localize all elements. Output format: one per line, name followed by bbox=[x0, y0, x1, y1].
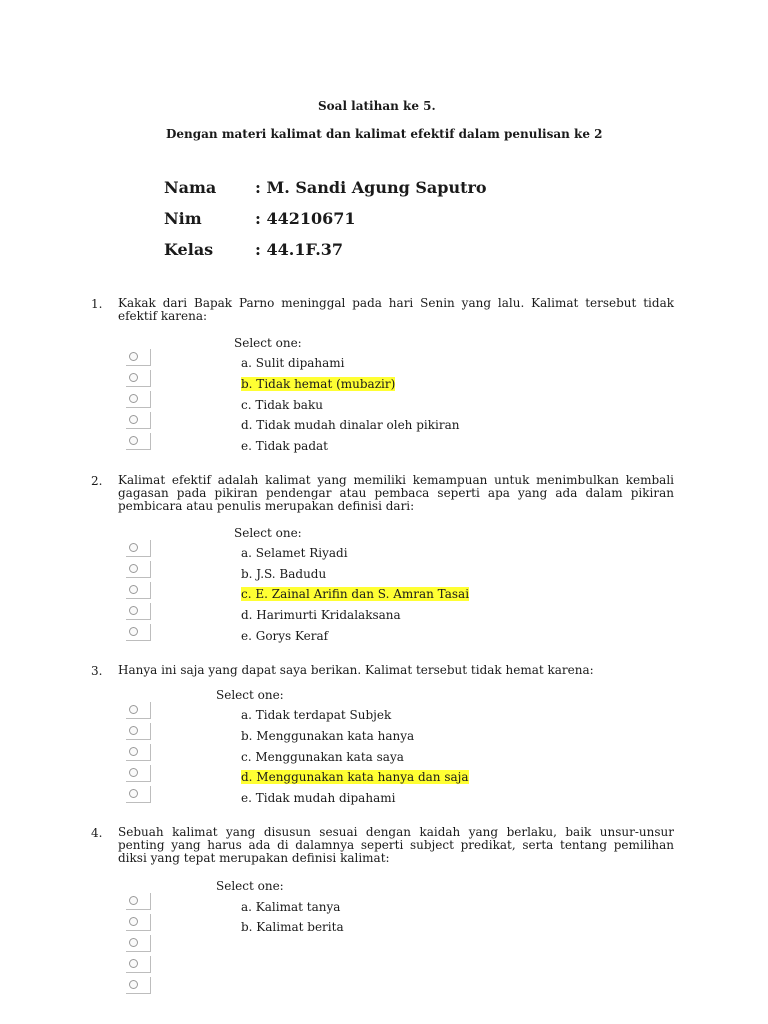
question-text: Hanya ini saja yang dapat saya berikan. Kalimat tersebut tidak hemat karena: bbox=[118, 663, 594, 677]
option-radio[interactable] bbox=[126, 391, 151, 408]
option-radio[interactable] bbox=[126, 603, 151, 620]
name-label: Nama bbox=[164, 178, 217, 197]
option-label: d. Tidak mudah dinalar oleh pikiran bbox=[241, 418, 460, 432]
select-one-label: Select one: bbox=[234, 336, 302, 350]
option-radio[interactable] bbox=[126, 702, 151, 719]
radio-circle-icon bbox=[129, 896, 138, 905]
option-label: a. Kalimat tanya bbox=[241, 900, 341, 914]
option-radio[interactable] bbox=[126, 540, 151, 557]
radio-circle-icon bbox=[129, 789, 138, 798]
select-one-label: Select one: bbox=[234, 526, 302, 540]
question-number: 4. bbox=[91, 826, 103, 840]
question-text: Sebuah kalimat yang disusun sesuai dengan kaidah yang berlaku, baik unsur-unsur penting yang harus ada di dalamnya seperti subject predikat, serta tentang pemilihan diksi yang tepat merupakan definisi kalimat: bbox=[118, 825, 674, 865]
question-text: Kakak dari Bapak Parno meninggal pada hari Senin yang lalu. Kalimat tersebut tidak efektif karena: bbox=[118, 296, 674, 323]
radio-circle-icon bbox=[129, 705, 138, 714]
option-radio[interactable] bbox=[126, 786, 151, 803]
option-label: e. Tidak mudah dipahami bbox=[241, 791, 396, 805]
option-label: e. Gorys Keraf bbox=[241, 629, 329, 643]
radio-circle-icon bbox=[129, 938, 138, 947]
radio-circle-icon bbox=[129, 747, 138, 756]
option-label: b. Menggunakan kata hanya bbox=[241, 729, 415, 743]
radio-circle-icon bbox=[129, 394, 138, 403]
option-radio[interactable] bbox=[126, 349, 151, 366]
option-radio[interactable] bbox=[126, 412, 151, 429]
option-label: b. Kalimat berita bbox=[241, 920, 344, 934]
select-one-label: Select one: bbox=[216, 879, 284, 893]
option-radio[interactable] bbox=[126, 561, 151, 578]
page-subtitle: Dengan materi kalimat dan kalimat efektif dalam penulisan ke 2 bbox=[166, 127, 603, 141]
question-number: 2. bbox=[91, 474, 103, 488]
option-radio[interactable] bbox=[126, 433, 151, 450]
option-radio[interactable] bbox=[126, 582, 151, 599]
radio-circle-icon bbox=[129, 543, 138, 552]
option-radio[interactable] bbox=[126, 370, 151, 387]
name-value: : M. Sandi Agung Saputro bbox=[255, 178, 487, 197]
option-radio[interactable] bbox=[126, 977, 151, 994]
question-number: 3. bbox=[91, 664, 103, 678]
option-label: b. J.S. Badudu bbox=[241, 567, 327, 581]
option-label-highlighted: b. Tidak hemat (mubazir) bbox=[241, 377, 396, 391]
radio-circle-icon bbox=[129, 436, 138, 445]
radio-circle-icon bbox=[129, 726, 138, 735]
option-label-highlighted: c. E. Zainal Arifin dan S. Amran Tasai bbox=[241, 587, 470, 601]
radio-circle-icon bbox=[129, 373, 138, 382]
option-radio[interactable] bbox=[126, 893, 151, 910]
radio-circle-icon bbox=[129, 415, 138, 424]
option-label: c. Menggunakan kata saya bbox=[241, 750, 404, 764]
option-label: c. Tidak baku bbox=[241, 398, 323, 412]
select-one-label: Select one: bbox=[216, 688, 284, 702]
option-label-highlighted: d. Menggunakan kata hanya dan saja bbox=[241, 770, 469, 784]
radio-circle-icon bbox=[129, 352, 138, 361]
option-radio[interactable] bbox=[126, 744, 151, 761]
kelas-value: : 44.1F.37 bbox=[255, 240, 344, 259]
radio-circle-icon bbox=[129, 959, 138, 968]
page-title: Soal latihan ke 5. bbox=[318, 99, 436, 113]
option-radio[interactable] bbox=[126, 624, 151, 641]
question-text: Kalimat efektif adalah kalimat yang memiliki kemampuan untuk menimbulkan kembali gagasan pada pikiran pendengar atau pembaca seperti apa yang ada dalam pikiran pembicara atau penulis merupakan definisi dari: bbox=[118, 473, 674, 513]
option-radio[interactable] bbox=[126, 914, 151, 931]
option-radio[interactable] bbox=[126, 956, 151, 973]
kelas-label: Kelas bbox=[164, 240, 214, 259]
option-radio[interactable] bbox=[126, 765, 151, 782]
radio-circle-icon bbox=[129, 768, 138, 777]
option-label: a. Sulit dipahami bbox=[241, 356, 345, 370]
nim-label: Nim bbox=[164, 209, 202, 228]
radio-circle-icon bbox=[129, 980, 138, 989]
option-label: a. Tidak terdapat Subjek bbox=[241, 708, 392, 722]
radio-circle-icon bbox=[129, 627, 138, 636]
option-label: d. Harimurti Kridalaksana bbox=[241, 608, 401, 622]
radio-circle-icon bbox=[129, 585, 138, 594]
radio-circle-icon bbox=[129, 917, 138, 926]
option-label: a. Selamet Riyadi bbox=[241, 546, 348, 560]
option-radio[interactable] bbox=[126, 723, 151, 740]
option-radio[interactable] bbox=[126, 935, 151, 952]
nim-value: : 44210671 bbox=[255, 209, 356, 228]
option-label: e. Tidak padat bbox=[241, 439, 328, 453]
question-number: 1. bbox=[91, 297, 103, 311]
radio-circle-icon bbox=[129, 606, 138, 615]
radio-circle-icon bbox=[129, 564, 138, 573]
